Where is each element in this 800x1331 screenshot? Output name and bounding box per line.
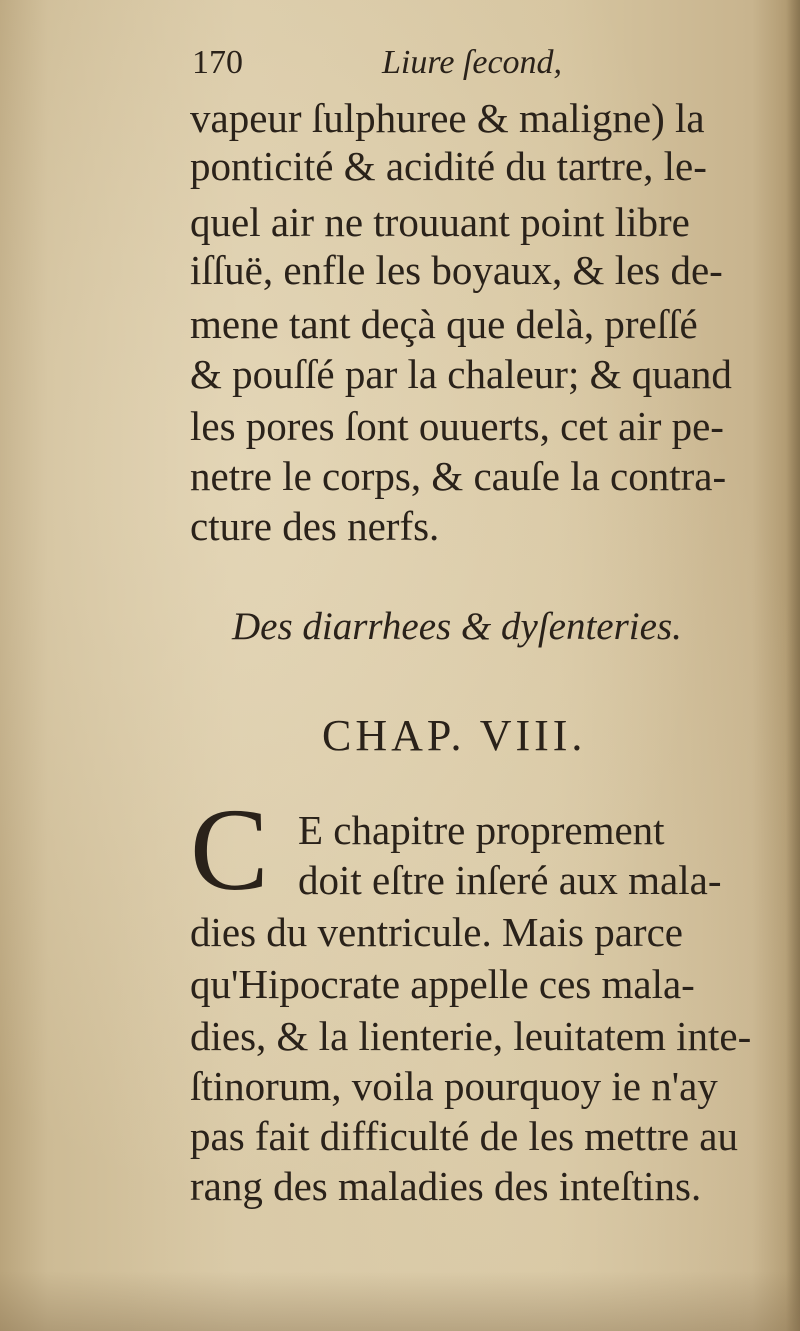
page-bottom-shadow: [0, 1271, 800, 1331]
page-number: 170: [192, 44, 243, 81]
text-line: ſtinorum, voila pourquoy ie n'ay: [190, 1063, 718, 1109]
text-line: dies, & la lienterie, leuitatem inte-: [190, 1013, 752, 1059]
text-line: rang des maladies des inteſtins.: [190, 1163, 702, 1209]
text-line: doit eſtre inſeré aux mala-: [298, 857, 722, 903]
text-line: iſſuë, enfle les boyaux, & les de-: [190, 247, 723, 293]
text-line: qu'Hipocrate appelle ces mala-: [190, 961, 695, 1007]
text-line: dies du ventricule. Mais parce: [190, 909, 683, 955]
text-line: cture des nerfs.: [190, 503, 440, 549]
text-line: E chapitre proprement: [298, 807, 665, 853]
text-line: & pouſſé par la chaleur; & quand: [190, 351, 732, 397]
text-line: mene tant deçà que delà, preſſé: [190, 301, 698, 347]
text-line: vapeur ſulphuree & maligne) la: [190, 95, 705, 141]
text-line: les pores ſont ouuerts, cet air pe-: [190, 403, 724, 449]
section-heading: Des diarrhees & dyſenteries.: [232, 605, 682, 648]
text-line: pas fait difficulté de les mettre au: [190, 1113, 738, 1159]
drop-cap: C: [190, 784, 269, 915]
text-line: quel air ne trouuant point libre: [190, 199, 690, 245]
page-edge-shadow: [786, 0, 800, 1331]
running-title: Liure ſecond,: [382, 44, 563, 81]
text-line: ponticité & acidité du tartre, le-: [190, 143, 707, 189]
chapter-number: CHAP. VIII.: [322, 711, 587, 760]
text-line: netre le corps, & cauſe la contra-: [190, 453, 727, 499]
running-head: [192, 44, 612, 88]
